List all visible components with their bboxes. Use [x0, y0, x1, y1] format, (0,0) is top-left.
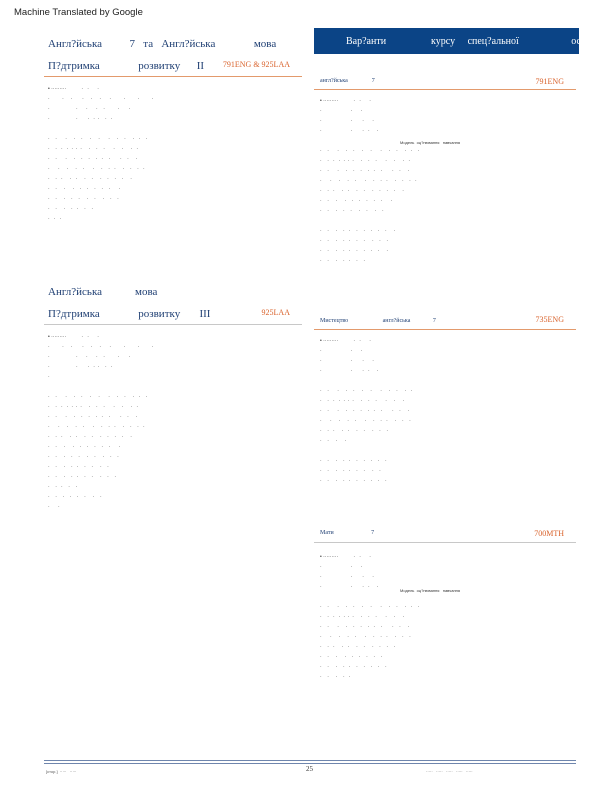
body-line: · · · · · · · · · · · · · · [48, 404, 138, 410]
body-line [320, 376, 570, 386]
body-line: · · · · · · · · · [320, 468, 381, 474]
section-subtitle: П?дтримка розвитку II [48, 60, 205, 72]
body-line [48, 382, 298, 392]
section-subtitle: П?дтримка розвитку III [48, 308, 211, 320]
body-line: · · · · · · · · · · · · [320, 634, 411, 640]
body-line [320, 592, 570, 602]
body-line: · · · · [320, 358, 374, 364]
body-line: · · · · · · · · · · · · · · [320, 158, 410, 164]
section-title: Мати 7 [320, 530, 375, 536]
body-line: · · · · · · · · · · · · · [320, 398, 405, 404]
body-line: · · · · · · · · · · [48, 196, 119, 202]
section-divider [314, 329, 576, 330]
right-column [314, 74, 576, 694]
section-body [48, 332, 298, 512]
body-line: · · · · · · · [48, 206, 93, 212]
body-line: • ········· · · · [48, 86, 99, 92]
footer-rule [44, 763, 576, 764]
body-line: · · · · · · · · · · · · · [48, 394, 148, 400]
body-line: · · · · · [48, 484, 78, 490]
body-line: · · · · · · · · · · · · · [320, 614, 405, 620]
body-line: · · · · · · · · · · · [320, 644, 396, 650]
body-line: · · · · · · · · · · [48, 444, 121, 450]
body-line: · · [48, 504, 60, 510]
body-line: • ········· · · · [320, 338, 371, 344]
section-divider [314, 542, 576, 543]
body-line: · · · · · · · · · · [48, 474, 117, 480]
section-title: Англ?йська мова [48, 286, 158, 298]
course-code: 700MTH [534, 529, 564, 538]
section-title: англ?йська 7 [320, 78, 375, 84]
body-line: · · · · · · · · · · · · [48, 176, 132, 182]
section-divider [44, 76, 302, 77]
body-line [320, 446, 570, 456]
section-body [320, 552, 570, 682]
course-code: 925LAA [261, 308, 290, 317]
body-line: · · · · · · · · · · · · · [48, 424, 145, 430]
body-line: · · · · [320, 118, 374, 124]
body-line: · · · · · · · · · · · · · · [48, 146, 138, 152]
body-line: · · · · · [320, 674, 351, 680]
body-line: · · · · · · · · · · · · [320, 188, 404, 194]
body-line: · · · · · · · · · · · · [320, 168, 410, 174]
page-number: 25 [306, 765, 313, 773]
body-line: · · · · · · · · [48, 494, 102, 500]
footer-rule [44, 760, 576, 761]
section-body [320, 336, 570, 486]
body-line: • ········· · · · [320, 98, 371, 104]
machine-translated-label: Machine Translated by Google [14, 7, 143, 18]
body-line: · · · · · · · · · · · · · [48, 166, 145, 172]
body-line: · [48, 374, 50, 380]
section-body [48, 84, 298, 224]
body-line: · · · · · · · · · · · · · [320, 604, 420, 610]
footer-right-text: ····· ····· ····· ····· ····· [426, 769, 473, 774]
body-line: · · · · · · · · · · · · [48, 414, 138, 420]
body-line: · · · · [320, 574, 374, 580]
page-footer [44, 760, 576, 774]
body-line: · · · · · · · · · · · · [48, 156, 138, 162]
section-title: Мистецтво англ?йська 7 [320, 318, 436, 324]
body-line: · · · · · · · · · · · · · [320, 148, 420, 154]
body-line: · · · · · · · · · · · · · [48, 136, 148, 142]
course-code: 791ENG [535, 77, 564, 86]
section-note: Модель оц?нювання навчання [400, 588, 461, 593]
body-line: · · · · · · · · · · · · [320, 408, 410, 414]
body-line: · · · · · · · · · · · · [320, 418, 411, 424]
body-line [48, 124, 298, 134]
body-line: · · · · [320, 438, 347, 444]
body-line: • ········· · · · [48, 334, 99, 340]
course-code: 791ENG & 925LAA [222, 60, 290, 69]
body-line: · · · · · · · [48, 364, 113, 370]
section-divider [44, 324, 302, 325]
body-line: · · · · · · · · · · [320, 238, 389, 244]
body-line: · · · · · · · · · · [320, 198, 393, 204]
body-line: · · · · · · · · · · [48, 344, 154, 350]
body-line: · · · · · [320, 128, 379, 134]
left-column [44, 36, 302, 510]
body-line: · · · · · · · [320, 258, 365, 264]
section-note: Модель оц?нювання навчання [400, 140, 461, 145]
body-line: • ········· · · · [320, 554, 371, 560]
body-line: · · · · · · · · · · [320, 428, 389, 434]
body-line: · · · · · · · · · · · · [320, 388, 413, 394]
banner-text: Вар?анти курсу спец?альної осв?ти [346, 36, 600, 47]
body-line: · · · [320, 108, 363, 114]
body-line: · · · · · · · · · · · · · [320, 178, 417, 184]
footer-left-text: [стор.] ····· ····· [46, 769, 77, 774]
body-line: · · · · · · · · · · [320, 248, 389, 254]
body-line: · · · · · · · · · · [48, 454, 119, 460]
body-line: · · · · · · · [48, 116, 113, 122]
body-line: · · · · · · · · · · [320, 458, 387, 464]
body-line: · · · · · · · · · · · · [320, 624, 410, 630]
body-line: · · · · · · · · · · [48, 186, 121, 192]
body-line: · · · · · · · · · · [320, 664, 387, 670]
body-line: · · · · · · · · · · [48, 96, 154, 102]
section-body [320, 96, 570, 266]
body-line: · · · · · · · · · · · [320, 228, 396, 234]
body-line: · · · · · · · · · [320, 208, 384, 214]
variants-banner [314, 28, 600, 54]
body-line: · · · · · · · · · · [320, 478, 387, 484]
body-line: · · · · · [320, 368, 379, 374]
body-line: · · · · · [320, 584, 379, 590]
body-line: · · · · · · · [48, 106, 131, 112]
body-line: · · · · · · · · · [320, 654, 383, 660]
body-line: · · · · · · · · · [48, 464, 109, 470]
body-line: · · · [320, 564, 363, 570]
body-line: · · · [48, 216, 62, 222]
section-divider [314, 89, 576, 90]
course-code: 735ENG [535, 315, 564, 324]
section-title: Англ?йська 7 та Англ?йська мова [48, 38, 277, 50]
body-line: · · · · · · · · · · · · [48, 434, 132, 440]
body-line: · · · · · · · [48, 354, 131, 360]
body-line: · · · [320, 348, 363, 354]
body-line [320, 216, 570, 226]
